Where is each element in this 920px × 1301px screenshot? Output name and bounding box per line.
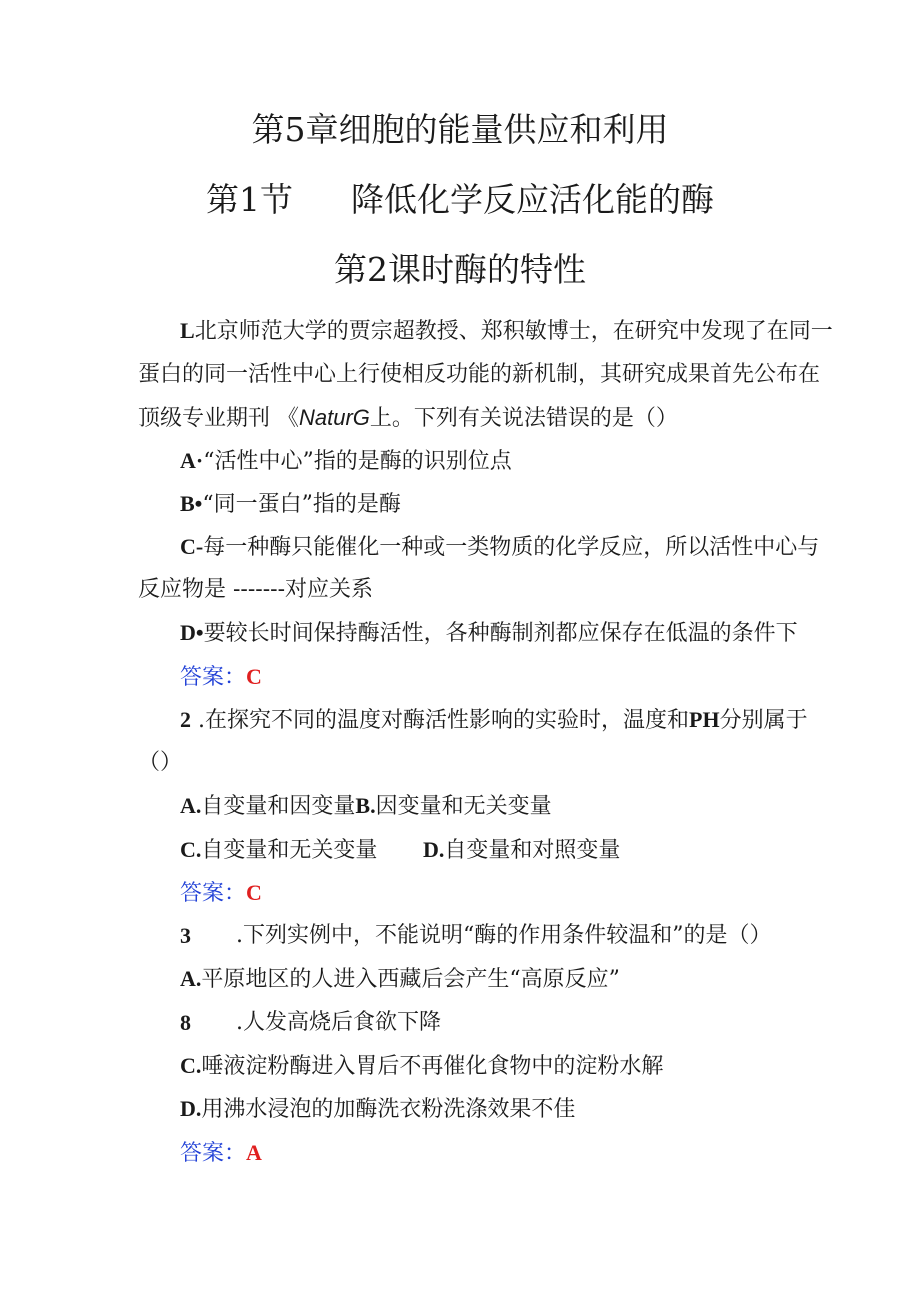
q1-number: L bbox=[180, 318, 195, 343]
q2-answer bbox=[180, 878, 262, 909]
q1-text-1: 北京师范大学的贾宗超教授、郑积敏博士，在研究中发现了在同一 bbox=[194, 319, 833, 344]
q2-number: 2 bbox=[180, 707, 191, 732]
option-text: 自变量和对照变量 bbox=[444, 838, 621, 863]
q3-number: 3 bbox=[180, 923, 191, 948]
q2-text-b: 分别属于 bbox=[719, 708, 808, 733]
q3-text: .下列实例中，不能说明“酶的作用条件较温和”的是（） bbox=[236, 923, 772, 948]
option-text: “同一蛋白”指的是酶 bbox=[202, 492, 401, 517]
option-text: “活性中心”指的是酶的识别位点 bbox=[203, 449, 512, 474]
q1-text-3a: 顶级专业期刊 《 bbox=[138, 406, 299, 431]
q2-line-1 bbox=[180, 705, 808, 736]
option-text: 因变量和无关变量 bbox=[375, 794, 552, 819]
q1-option-a bbox=[180, 446, 512, 477]
q2-options-ab bbox=[180, 791, 552, 822]
option-text: 用沸水浸泡的加酶洗衣粉洗涤效果不佳 bbox=[201, 1097, 576, 1122]
section-number: 第1节 bbox=[206, 180, 293, 219]
option-text: 平原地区的人进入西藏后会产生“高原反应” bbox=[201, 967, 620, 992]
q2-line-2: （） bbox=[138, 750, 183, 775]
q2-option-c bbox=[180, 835, 377, 866]
q2-option-d bbox=[423, 835, 620, 866]
option-label: C. bbox=[180, 837, 202, 862]
option-text: 自变量和因变量 bbox=[201, 794, 356, 819]
lesson-title: 第2课时酶的特性 bbox=[334, 250, 586, 289]
option-label: 8 bbox=[180, 1010, 191, 1035]
option-label: C- bbox=[180, 534, 204, 559]
option-label: B• bbox=[180, 491, 203, 516]
section-name: 降低化学反应活化能的酶 bbox=[351, 180, 714, 219]
q1-line-2: 蛋白的同一活性中心上行使相反功能的新机制，其研究成果首先公布在 bbox=[138, 362, 821, 387]
q3-option-c bbox=[180, 1051, 663, 1082]
q1-option-c-cont: 反应物是 -------对应关系 bbox=[138, 577, 374, 602]
option-label: C. bbox=[180, 1053, 202, 1078]
option-label: D• bbox=[180, 620, 204, 645]
option-label: A. bbox=[180, 966, 202, 991]
q1-option-b bbox=[180, 489, 401, 520]
q1-option-c bbox=[180, 532, 819, 563]
option-text: 自变量和无关变量 bbox=[201, 838, 378, 863]
answer-label: 答案： bbox=[180, 1141, 247, 1166]
q2-ph: PH bbox=[689, 707, 720, 732]
q3-option-d bbox=[180, 1094, 575, 1125]
q3-answer bbox=[180, 1138, 262, 1169]
journal-name: NaturG bbox=[299, 405, 370, 430]
answer-value: A bbox=[246, 1140, 262, 1165]
q3-option-a bbox=[180, 964, 620, 995]
q3-option-b-label bbox=[180, 1008, 191, 1039]
option-label: A· bbox=[180, 448, 204, 473]
q3-option-b: .人发高烧后食欲下降 bbox=[236, 1010, 441, 1035]
q1-answer bbox=[180, 662, 262, 693]
answer-label: 答案： bbox=[180, 665, 247, 690]
q1-option-d bbox=[180, 618, 798, 649]
option-label: A. bbox=[180, 793, 202, 818]
option-label: B. bbox=[355, 793, 376, 818]
q1-line-1 bbox=[180, 316, 833, 347]
option-text: 要较长时间保持酶活性，各种酶制剂都应保存在低温的条件下 bbox=[203, 621, 798, 646]
option-text: 每一种酶只能催化一种或一类物质的化学反应，所以活性中心与 bbox=[203, 535, 820, 560]
option-label: D. bbox=[423, 837, 445, 862]
q1-text-3b: 上。下列有关说法错误的是（） bbox=[369, 406, 678, 431]
answer-value: C bbox=[246, 880, 262, 905]
option-label: D. bbox=[180, 1096, 202, 1121]
option-text: 唾液淀粉酶进入胃后不再催化食物中的淀粉水解 bbox=[201, 1054, 664, 1079]
chapter-title: 第5章细胞的能量供应和利用 bbox=[251, 110, 669, 149]
section-title bbox=[0, 180, 920, 220]
answer-value: C bbox=[246, 664, 262, 689]
q1-line-3 bbox=[138, 403, 678, 434]
q3-line-1 bbox=[180, 921, 191, 952]
q2-text-a: .在探究不同的温度对酶活性影响的实验时，温度和 bbox=[191, 708, 689, 733]
answer-label: 答案： bbox=[180, 881, 247, 906]
